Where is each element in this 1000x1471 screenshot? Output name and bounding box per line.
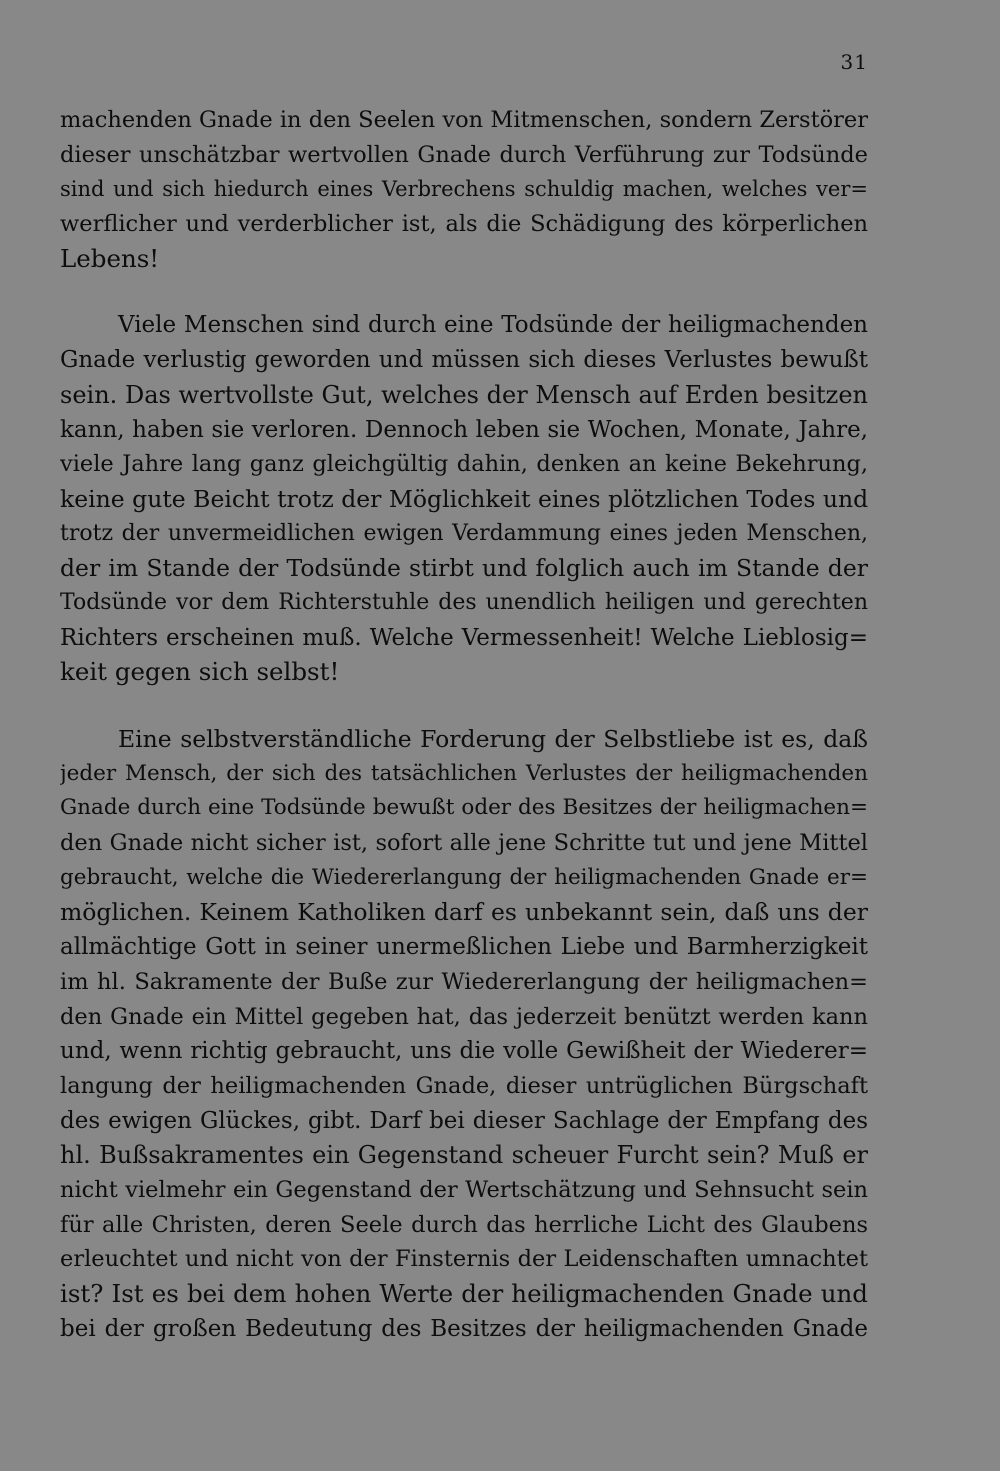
text-line: des ewigen Glückes, gibt. Darf bei dieser Sachlage der Empfang des — [60, 1107, 868, 1134]
text-line: sein. Das wertvollste Gut, welches der Mensch auf Erden besitzen — [60, 380, 868, 409]
text-line: Gnade verlustig geworden und müssen sich dieses Verlustes bewußt — [60, 347, 868, 374]
paragraph — [60, 722, 868, 1346]
text-line: den Gnade ein Mittel gegeben hat, das jederzeit benützt werden kann — [60, 1003, 868, 1030]
text-line: Viele Menschen sind durch eine Todsünde der heiligmachenden — [118, 312, 868, 339]
page-number: 31 — [840, 50, 868, 74]
text-line: allmächtige Gott in seiner unermeßlichen Liebe und Barmherzigkeit — [60, 934, 868, 961]
text-line: Eine selbstverständliche Forderung der Selbstliebe ist es, daß — [118, 725, 868, 753]
text-line: den Gnade nicht sicher ist, sofort alle jene Schritte tut und jene Mittel — [60, 830, 868, 857]
paragraph — [60, 308, 868, 690]
text-line: hl. Bußsakramentes ein Gegenstand scheuer Furcht sein? Muß er — [60, 1141, 868, 1170]
text-line: sind und sich hiedurch eines Verbrechens schuldig machen, welches ver= — [60, 177, 868, 202]
text-line: Richters erscheinen muß. Welche Vermessenheit! Welche Lieblosig= — [60, 624, 868, 651]
text-line: machenden Gnade in den Seelen von Mitmenschen, sondern Zerstörer — [60, 107, 868, 133]
text-line: Todsünde vor dem Richterstuhle des unendlich heiligen und gerechten — [60, 589, 868, 615]
text-line: bei der großen Bedeutung des Besitzes der heiligmachenden Gnade — [60, 1315, 868, 1342]
text-line: langung der heiligmachenden Gnade, dieser untrüglichen Bürgschaft — [60, 1072, 868, 1099]
text-line: viele Jahre lang ganz gleichgültig dahin, denken an keine Bekehrung, — [60, 451, 868, 478]
paragraph-gap — [60, 276, 868, 308]
text-line: und, wenn richtig gebraucht, uns die volle Gewißheit der Wiederer= — [60, 1038, 868, 1065]
text-line: jeder Mensch, der sich des tatsächlichen Verlustes der heiligmachenden — [60, 760, 868, 786]
text-line: ist? Ist es bei dem hohen Werte der heiligmachenden Gnade und — [60, 1279, 868, 1308]
text-line: werflicher und verderblicher ist, als die Schädigung des körperlichen — [60, 211, 868, 238]
text-line: kann, haben sie verloren. Dennoch leben sie Wochen, Monate, Jahre, — [60, 416, 868, 443]
text-line: der im Stande der Todsünde stirbt und folglich auch im Stande der — [60, 554, 868, 583]
text-line: keit gegen sich selbst! — [60, 657, 340, 687]
paragraph-gap — [60, 690, 868, 722]
text-line: im hl. Sakramente der Buße zur Wiedererlangung der heiligmachen= — [60, 968, 868, 995]
text-line: für alle Christen, deren Seele durch das herrliche Licht des Glaubens — [60, 1211, 868, 1238]
text-line: Lebens! — [60, 243, 160, 273]
text-line: keine gute Beicht trotz der Möglichkeit eines plötzlichen Todes und — [60, 484, 868, 513]
text-line: gebraucht, welche die Wiedererlangung der heiligmachenden Gnade er= — [60, 864, 868, 890]
paragraph — [60, 103, 868, 276]
text-line: erleuchtet und nicht von der Finsternis der Leidenschaften umnachtet — [60, 1246, 868, 1273]
body-text — [60, 103, 868, 1346]
text-line: trotz der unvermeidlichen ewigen Verdammung eines jeden Menschen, — [60, 520, 868, 546]
text-line: Gnade durch eine Todsünde bewußt oder des Besitzes der heiligmachen= — [60, 795, 868, 821]
text-line: nicht vielmehr ein Gegenstand der Wertschätzung und Sehnsucht sein — [60, 1176, 868, 1203]
text-line: dieser unschätzbar wertvollen Gnade durch Verführung zur Todsünde — [60, 141, 868, 168]
text-line: möglichen. Keinem Katholiken darf es unbekannt sein, daß uns der — [60, 898, 868, 927]
